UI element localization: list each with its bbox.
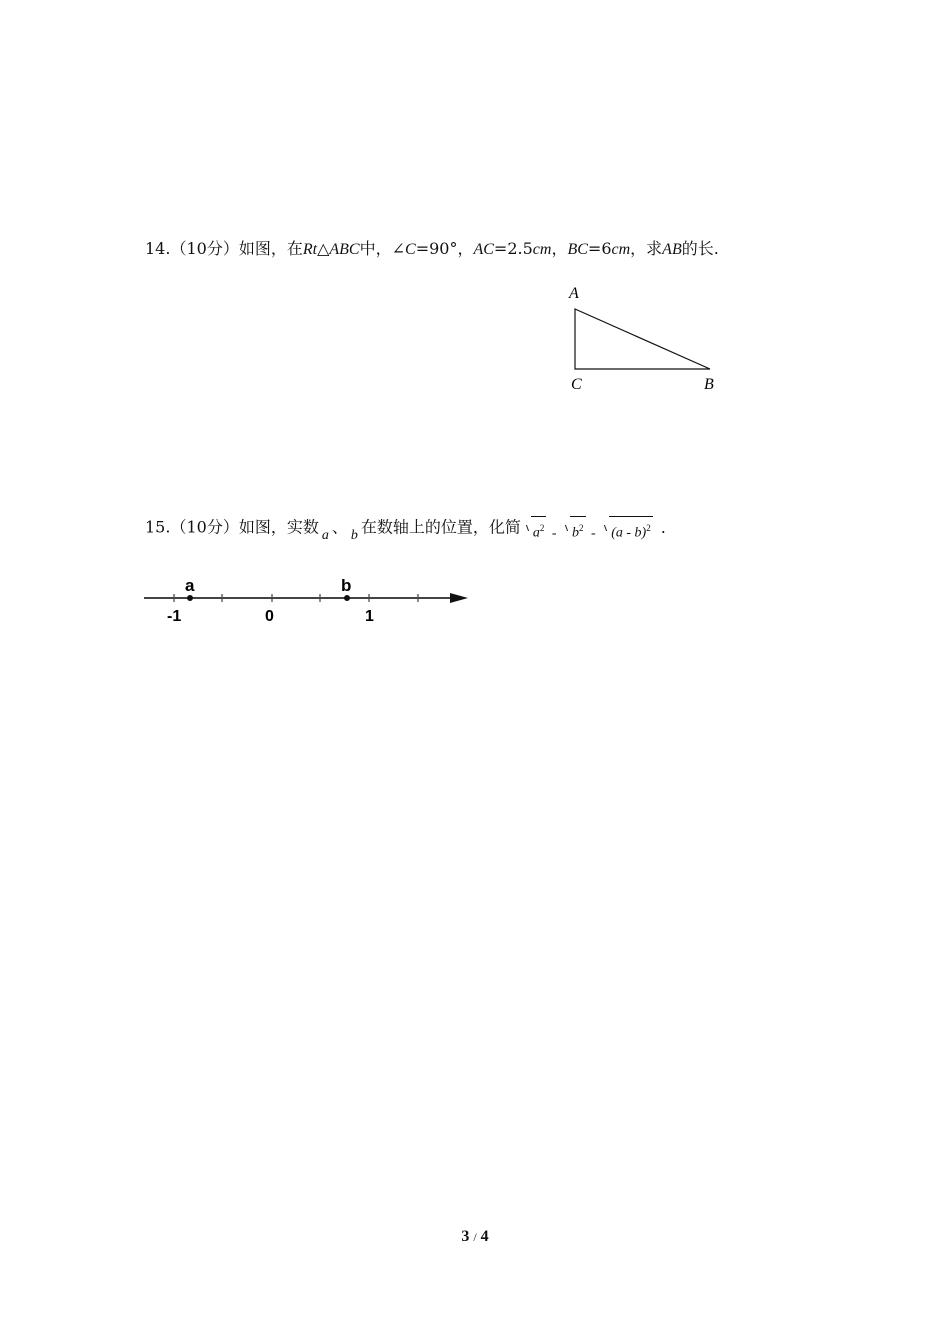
- tick-label-neg1: -1: [167, 608, 182, 625]
- vertex-label-a: A: [569, 285, 579, 302]
- operator: -: [548, 525, 561, 541]
- tick-label-0: 0: [265, 608, 274, 625]
- question-text: 如图，实数: [238, 517, 319, 537]
- question-text: =2.5: [493, 239, 533, 258]
- sqrt-a-squared: [523, 516, 547, 545]
- math-var: AB: [662, 241, 682, 258]
- arrow-icon: [450, 593, 468, 603]
- point-a: [187, 595, 193, 601]
- question-points: （10分）: [170, 517, 239, 537]
- question-text: ，求: [630, 239, 663, 258]
- question-text: =90°，: [415, 239, 474, 258]
- math-var: b: [572, 525, 580, 541]
- number-line: [140, 572, 480, 632]
- question-number: 15.: [145, 517, 171, 537]
- exponent: 2: [539, 523, 545, 533]
- math-var: a: [321, 527, 329, 543]
- question-text: ，: [551, 239, 568, 258]
- question-text: 如图，在: [238, 239, 303, 258]
- question-text: .: [660, 517, 666, 537]
- tick-label-1: 1: [365, 608, 374, 625]
- unit: cm: [532, 241, 552, 258]
- question-15: [145, 512, 666, 541]
- question-text: 中，∠: [359, 239, 406, 258]
- triangle-symbol: △: [317, 239, 330, 258]
- unit: cm: [611, 241, 631, 258]
- point-label-a: a: [185, 576, 195, 595]
- question-text: 的长.: [681, 239, 719, 258]
- question-14: [145, 238, 719, 261]
- math-var: AC: [473, 241, 494, 258]
- page-number: [0, 1228, 950, 1246]
- page-current: 3: [461, 1228, 470, 1245]
- math-var: BC: [567, 241, 588, 258]
- math-var: Rt: [302, 241, 318, 258]
- math-var: a: [532, 525, 540, 541]
- question-number: 14.: [145, 239, 171, 258]
- sqrt-b-squared: [562, 516, 586, 545]
- exponent: 2: [646, 523, 651, 533]
- math-var: b: [350, 527, 358, 543]
- vertex-label-b: B: [704, 376, 714, 393]
- point-label-b: b: [341, 576, 352, 595]
- question-text: 、: [331, 517, 348, 537]
- sqrt-a-minus-b-squared: [601, 516, 653, 545]
- exponent: 2: [579, 523, 584, 533]
- math-var: (a - b): [611, 525, 647, 541]
- triangle-figure: [560, 278, 730, 398]
- page-separator: /: [473, 1230, 477, 1244]
- question-text: =6: [587, 239, 612, 258]
- operator: -: [587, 525, 600, 541]
- page-total: 4: [480, 1228, 489, 1245]
- math-var: ABC: [329, 241, 360, 258]
- point-b: [344, 595, 350, 601]
- question-text: 在数轴上的位置，化简: [360, 517, 521, 537]
- math-var: C: [405, 241, 416, 258]
- math-expression: [521, 523, 655, 541]
- question-points: （10分）: [170, 239, 239, 258]
- triangle-abc: [575, 309, 710, 369]
- vertex-label-c: C: [571, 376, 582, 393]
